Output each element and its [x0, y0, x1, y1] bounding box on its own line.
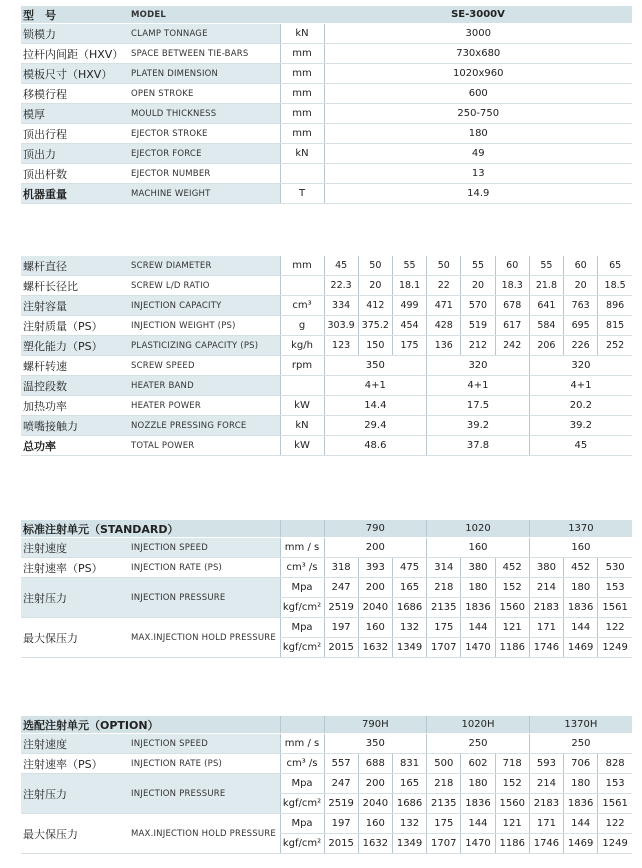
row-value: 428 [427, 316, 461, 336]
row-value: 1186 [495, 638, 529, 658]
standard-pressure-row [21, 578, 632, 598]
row-value: 1707 [427, 834, 461, 854]
row-unit: Mpa [280, 774, 324, 794]
row-value: 3000 [324, 24, 632, 44]
row-value: 1020x960 [324, 64, 632, 84]
row-label-cn: 最大保压力 [21, 814, 129, 854]
row-value: 1836 [461, 794, 495, 814]
row-value: 165 [392, 774, 426, 794]
row-label-en: EJECTOR STROKE [129, 124, 280, 144]
row-label-cn: 机器重量 [21, 184, 129, 204]
row-value: 530 [598, 558, 632, 578]
row-value: 175 [427, 814, 461, 834]
row-value: 132 [392, 814, 426, 834]
row-label-en: INJECTION RATE (PS) [129, 558, 280, 578]
row-unit: kgf/cm² [280, 598, 324, 618]
row-unit: mm [280, 64, 324, 84]
row-value: 250-750 [324, 104, 632, 124]
row-value: 2135 [427, 794, 461, 814]
row-value: 831 [392, 754, 426, 774]
row-value: 695 [564, 316, 598, 336]
row-label-cn: 喷嘴接触力 [21, 416, 129, 436]
row-unit: kgf/cm² [280, 794, 324, 814]
row-label-en: INJECTION SPEED [129, 538, 280, 558]
row-label-en: NOZZLE PRESSING FORCE [129, 416, 280, 436]
row-value: 171 [529, 618, 563, 638]
row-unit: kN [280, 24, 324, 44]
row-value: 730x680 [324, 44, 632, 64]
row-value: 49 [324, 144, 632, 164]
row-value: 4+1 [427, 376, 530, 396]
row-value: 197 [324, 814, 358, 834]
row-unit: cm³ /s [280, 754, 324, 774]
row-value: 55 [529, 256, 563, 276]
row-unit: mm [280, 84, 324, 104]
row-value: 2015 [324, 834, 358, 854]
unit-model: 790H [324, 716, 427, 734]
row-value: 60 [495, 256, 529, 276]
row-value: 4+1 [324, 376, 427, 396]
option-hold-row [21, 814, 632, 834]
header-blank [280, 716, 324, 734]
row-value: 160 [358, 618, 392, 638]
unit-model: 1370H [529, 716, 632, 734]
header-cn: 型 号 [21, 6, 129, 24]
unit-model: 1020 [427, 520, 530, 538]
injection-row [21, 416, 632, 436]
row-label-cn: 注射速率（PS） [21, 558, 129, 578]
row-label-cn: 注射质量（PS） [21, 316, 129, 336]
row-value: 314 [427, 558, 461, 578]
row-value: 303.9 [324, 316, 358, 336]
row-value: 197 [324, 618, 358, 638]
row-value: 252 [598, 336, 632, 356]
row-value: 2183 [529, 598, 563, 618]
row-label-en: EJECTOR FORCE [129, 144, 280, 164]
row-value: 678 [495, 296, 529, 316]
row-value: 45 [324, 256, 358, 276]
option-header-row [21, 716, 632, 734]
row-label-cn: 螺杆转速 [21, 356, 129, 376]
row-label-cn: 总功率 [21, 436, 129, 456]
row-unit: mm [280, 104, 324, 124]
row-value: 452 [564, 558, 598, 578]
row-value: 1686 [392, 794, 426, 814]
row-unit: g [280, 316, 324, 336]
row-value: 1560 [495, 598, 529, 618]
row-label-cn: 塑化能力（PS） [21, 336, 129, 356]
row-value: 1349 [392, 834, 426, 854]
row-value: 214 [529, 774, 563, 794]
row-value: 2040 [358, 794, 392, 814]
row-value: 20.2 [529, 396, 632, 416]
row-value: 1836 [564, 794, 598, 814]
option-unit-table [21, 716, 632, 854]
row-value: 247 [324, 578, 358, 598]
row-value: 1686 [392, 598, 426, 618]
row-unit: rpm [280, 356, 324, 376]
row-value: 13 [324, 164, 632, 184]
machine-row [21, 144, 632, 164]
row-value: 320 [529, 356, 632, 376]
row-value: 165 [392, 578, 426, 598]
row-value: 14.4 [324, 396, 427, 416]
row-value: 320 [427, 356, 530, 376]
row-unit [280, 276, 324, 296]
row-value: 171 [529, 814, 563, 834]
machine-row [21, 124, 632, 144]
row-value: 20 [358, 276, 392, 296]
row-value: 2183 [529, 794, 563, 814]
row-value: 122 [598, 618, 632, 638]
row-value: 412 [358, 296, 392, 316]
row-label-en: SCREW SPEED [129, 356, 280, 376]
row-value: 180 [461, 578, 495, 598]
row-unit: cm³ [280, 296, 324, 316]
row-label-en: INJECTION WEIGHT (PS) [129, 316, 280, 336]
row-value: 318 [324, 558, 358, 578]
row-value: 48.6 [324, 436, 427, 456]
row-value: 557 [324, 754, 358, 774]
row-label-cn: 顶出行程 [21, 124, 129, 144]
row-value: 144 [564, 814, 598, 834]
row-value: 160 [358, 814, 392, 834]
row-value: 200 [358, 774, 392, 794]
row-value: 206 [529, 336, 563, 356]
row-value: 1186 [495, 834, 529, 854]
row-value: 136 [427, 336, 461, 356]
standard-header-row [21, 520, 632, 538]
row-value: 20 [461, 276, 495, 296]
row-value: 570 [461, 296, 495, 316]
option-speed-row [21, 734, 632, 754]
row-label-en: HEATER BAND [129, 376, 280, 396]
row-label-en: PLATEN DIMENSION [129, 64, 280, 84]
injection-row [21, 436, 632, 456]
row-value: 153 [598, 578, 632, 598]
row-value: 150 [358, 336, 392, 356]
row-value: 60 [564, 256, 598, 276]
machine-row [21, 104, 632, 124]
injection-spec-table [21, 256, 632, 456]
row-value: 212 [461, 336, 495, 356]
row-value: 602 [461, 754, 495, 774]
row-value: 122 [598, 814, 632, 834]
machine-row [21, 164, 632, 184]
row-value: 180 [324, 124, 632, 144]
row-unit: kW [280, 436, 324, 456]
row-value: 1560 [495, 794, 529, 814]
row-value: 593 [529, 754, 563, 774]
row-unit: kg/h [280, 336, 324, 356]
row-value: 2519 [324, 794, 358, 814]
row-unit: Mpa [280, 618, 324, 638]
section-title: 标准注射单元（STANDARD） [21, 520, 280, 538]
row-unit: mm [280, 124, 324, 144]
row-value: 471 [427, 296, 461, 316]
row-value: 641 [529, 296, 563, 316]
row-label-en: MOULD THICKNESS [129, 104, 280, 124]
header-blank [280, 520, 324, 538]
row-value: 4+1 [529, 376, 632, 396]
row-value: 1746 [529, 834, 563, 854]
row-label-cn: 注射容量 [21, 296, 129, 316]
machine-row [21, 84, 632, 104]
row-value: 144 [461, 814, 495, 834]
row-value: 175 [392, 336, 426, 356]
row-value: 214 [529, 578, 563, 598]
row-value: 37.8 [427, 436, 530, 456]
row-label-en: INJECTION PRESSURE [129, 578, 280, 618]
row-unit [280, 164, 324, 184]
row-value: 39.2 [529, 416, 632, 436]
row-value: 815 [598, 316, 632, 336]
machine-spec-table [21, 6, 632, 204]
row-unit: kgf/cm² [280, 834, 324, 854]
row-value: 380 [529, 558, 563, 578]
row-label-en: INJECTION RATE (PS) [129, 754, 280, 774]
row-label-cn: 移模行程 [21, 84, 129, 104]
row-value: 2040 [358, 598, 392, 618]
row-value: 1349 [392, 638, 426, 658]
row-value: 160 [529, 538, 632, 558]
row-value: 152 [495, 774, 529, 794]
standard-speed-row [21, 538, 632, 558]
row-value: 1836 [461, 598, 495, 618]
row-value: 763 [564, 296, 598, 316]
model-name: SE-3000V [324, 6, 632, 24]
row-unit: Mpa [280, 578, 324, 598]
row-label-cn: 加热功率 [21, 396, 129, 416]
row-value: 1707 [427, 638, 461, 658]
row-unit: mm / s [280, 734, 324, 754]
row-unit: T [280, 184, 324, 204]
row-unit: kN [280, 144, 324, 164]
row-label-en: MAX.INJECTION HOLD PRESSURE [129, 814, 280, 854]
row-value: 55 [461, 256, 495, 276]
row-label-cn: 注射速率（PS） [21, 754, 129, 774]
row-label-cn: 顶出力 [21, 144, 129, 164]
row-label-en: MACHINE WEIGHT [129, 184, 280, 204]
row-value: 1632 [358, 834, 392, 854]
section-title: 选配注射单元（OPTION） [21, 716, 280, 734]
row-label-cn: 顶出杆数 [21, 164, 129, 184]
row-value: 250 [427, 734, 530, 754]
row-value: 144 [461, 618, 495, 638]
row-value: 50 [427, 256, 461, 276]
row-unit [280, 376, 324, 396]
row-value: 519 [461, 316, 495, 336]
row-value: 247 [324, 774, 358, 794]
row-label-en: PLASTICIZING CAPACITY (PS) [129, 336, 280, 356]
row-unit: Mpa [280, 814, 324, 834]
standard-unit-table [21, 520, 632, 658]
row-label-cn: 注射压力 [21, 578, 129, 618]
row-unit: mm / s [280, 538, 324, 558]
row-value: 1836 [564, 598, 598, 618]
machine-row [21, 24, 632, 44]
row-label-en: INJECTION PRESSURE [129, 774, 280, 814]
row-value: 1249 [598, 638, 632, 658]
row-value: 452 [495, 558, 529, 578]
row-value: 350 [324, 734, 427, 754]
row-value: 180 [461, 774, 495, 794]
row-value: 2135 [427, 598, 461, 618]
row-value: 1746 [529, 638, 563, 658]
option-pressure-row [21, 774, 632, 794]
row-label-en: SPACE BETWEEN TIE-BARS [129, 44, 280, 64]
row-value: 18.3 [495, 276, 529, 296]
option-rate-row [21, 754, 632, 774]
injection-row [21, 376, 632, 396]
row-value: 1561 [598, 794, 632, 814]
row-value: 180 [564, 774, 598, 794]
row-value: 2519 [324, 598, 358, 618]
row-value: 1469 [564, 834, 598, 854]
row-value: 1470 [461, 834, 495, 854]
row-value: 218 [427, 578, 461, 598]
row-value: 200 [324, 538, 427, 558]
row-label-cn: 注射压力 [21, 774, 129, 814]
row-unit: cm³ /s [280, 558, 324, 578]
row-label-en: CLAMP TONNAGE [129, 24, 280, 44]
machine-header-row [21, 6, 632, 24]
machine-row [21, 44, 632, 64]
row-value: 688 [358, 754, 392, 774]
row-value: 14.9 [324, 184, 632, 204]
row-value: 18.1 [392, 276, 426, 296]
injection-row [21, 296, 632, 316]
row-label-cn: 注射速度 [21, 538, 129, 558]
injection-row [21, 396, 632, 416]
row-value: 55 [392, 256, 426, 276]
row-label-cn: 螺杆长径比 [21, 276, 129, 296]
row-unit: kgf/cm² [280, 638, 324, 658]
row-value: 250 [529, 734, 632, 754]
row-label-en: MAX.INJECTION HOLD PRESSURE [129, 618, 280, 658]
row-unit: kW [280, 396, 324, 416]
machine-row [21, 184, 632, 204]
row-value: 144 [564, 618, 598, 638]
row-label-cn: 温控段数 [21, 376, 129, 396]
row-value: 334 [324, 296, 358, 316]
row-value: 200 [358, 578, 392, 598]
row-unit: kN [280, 416, 324, 436]
row-value: 175 [427, 618, 461, 638]
row-value: 828 [598, 754, 632, 774]
row-value: 65 [598, 256, 632, 276]
injection-row [21, 256, 632, 276]
row-value: 180 [564, 578, 598, 598]
row-value: 132 [392, 618, 426, 638]
row-value: 39.2 [427, 416, 530, 436]
row-label-cn: 模厚 [21, 104, 129, 124]
row-value: 475 [392, 558, 426, 578]
row-value: 375.2 [358, 316, 392, 336]
row-value: 380 [461, 558, 495, 578]
row-label-en: SCREW L/D RATIO [129, 276, 280, 296]
row-value: 600 [324, 84, 632, 104]
row-value: 617 [495, 316, 529, 336]
unit-model: 1020H [427, 716, 530, 734]
row-value: 45 [529, 436, 632, 456]
row-value: 153 [598, 774, 632, 794]
row-value: 50 [358, 256, 392, 276]
row-value: 1561 [598, 598, 632, 618]
row-label-cn: 锁模力 [21, 24, 129, 44]
row-unit: mm [280, 256, 324, 276]
row-unit: mm [280, 44, 324, 64]
row-value: 160 [427, 538, 530, 558]
row-value: 121 [495, 814, 529, 834]
row-label-en: EJECTOR NUMBER [129, 164, 280, 184]
injection-row [21, 356, 632, 376]
row-label-en: SCREW DIAMETER [129, 256, 280, 276]
injection-row [21, 316, 632, 336]
unit-model: 1370 [529, 520, 632, 538]
row-value: 454 [392, 316, 426, 336]
row-value: 152 [495, 578, 529, 598]
row-label-cn: 拉杆内间距（HXV） [21, 44, 129, 64]
row-value: 1249 [598, 834, 632, 854]
row-value: 123 [324, 336, 358, 356]
row-value: 1470 [461, 638, 495, 658]
row-value: 1469 [564, 638, 598, 658]
row-value: 2015 [324, 638, 358, 658]
row-value: 22.3 [324, 276, 358, 296]
row-label-en: HEATER POWER [129, 396, 280, 416]
row-value: 21.8 [529, 276, 563, 296]
row-label-en: INJECTION SPEED [129, 734, 280, 754]
unit-model: 790 [324, 520, 427, 538]
row-label-en: INJECTION CAPACITY [129, 296, 280, 316]
row-value: 218 [427, 774, 461, 794]
header-en: MODEL [129, 6, 280, 24]
row-value: 29.4 [324, 416, 427, 436]
row-label-cn: 模板尺寸（HXV） [21, 64, 129, 84]
injection-row [21, 336, 632, 356]
row-value: 896 [598, 296, 632, 316]
row-value: 706 [564, 754, 598, 774]
row-label-cn: 螺杆直径 [21, 256, 129, 276]
row-value: 393 [358, 558, 392, 578]
row-value: 499 [392, 296, 426, 316]
injection-row [21, 276, 632, 296]
row-value: 350 [324, 356, 427, 376]
machine-row [21, 64, 632, 84]
row-label-en: TOTAL POWER [129, 436, 280, 456]
standard-hold-row [21, 618, 632, 638]
row-value: 17.5 [427, 396, 530, 416]
row-label-en: OPEN STROKE [129, 84, 280, 104]
row-label-cn: 最大保压力 [21, 618, 129, 658]
standard-rate-row [21, 558, 632, 578]
row-value: 718 [495, 754, 529, 774]
row-label-cn: 注射速度 [21, 734, 129, 754]
row-value: 500 [427, 754, 461, 774]
row-value: 22 [427, 276, 461, 296]
row-value: 20 [564, 276, 598, 296]
row-value: 18.5 [598, 276, 632, 296]
row-value: 584 [529, 316, 563, 336]
row-value: 121 [495, 618, 529, 638]
row-value: 242 [495, 336, 529, 356]
row-value: 1632 [358, 638, 392, 658]
row-value: 226 [564, 336, 598, 356]
